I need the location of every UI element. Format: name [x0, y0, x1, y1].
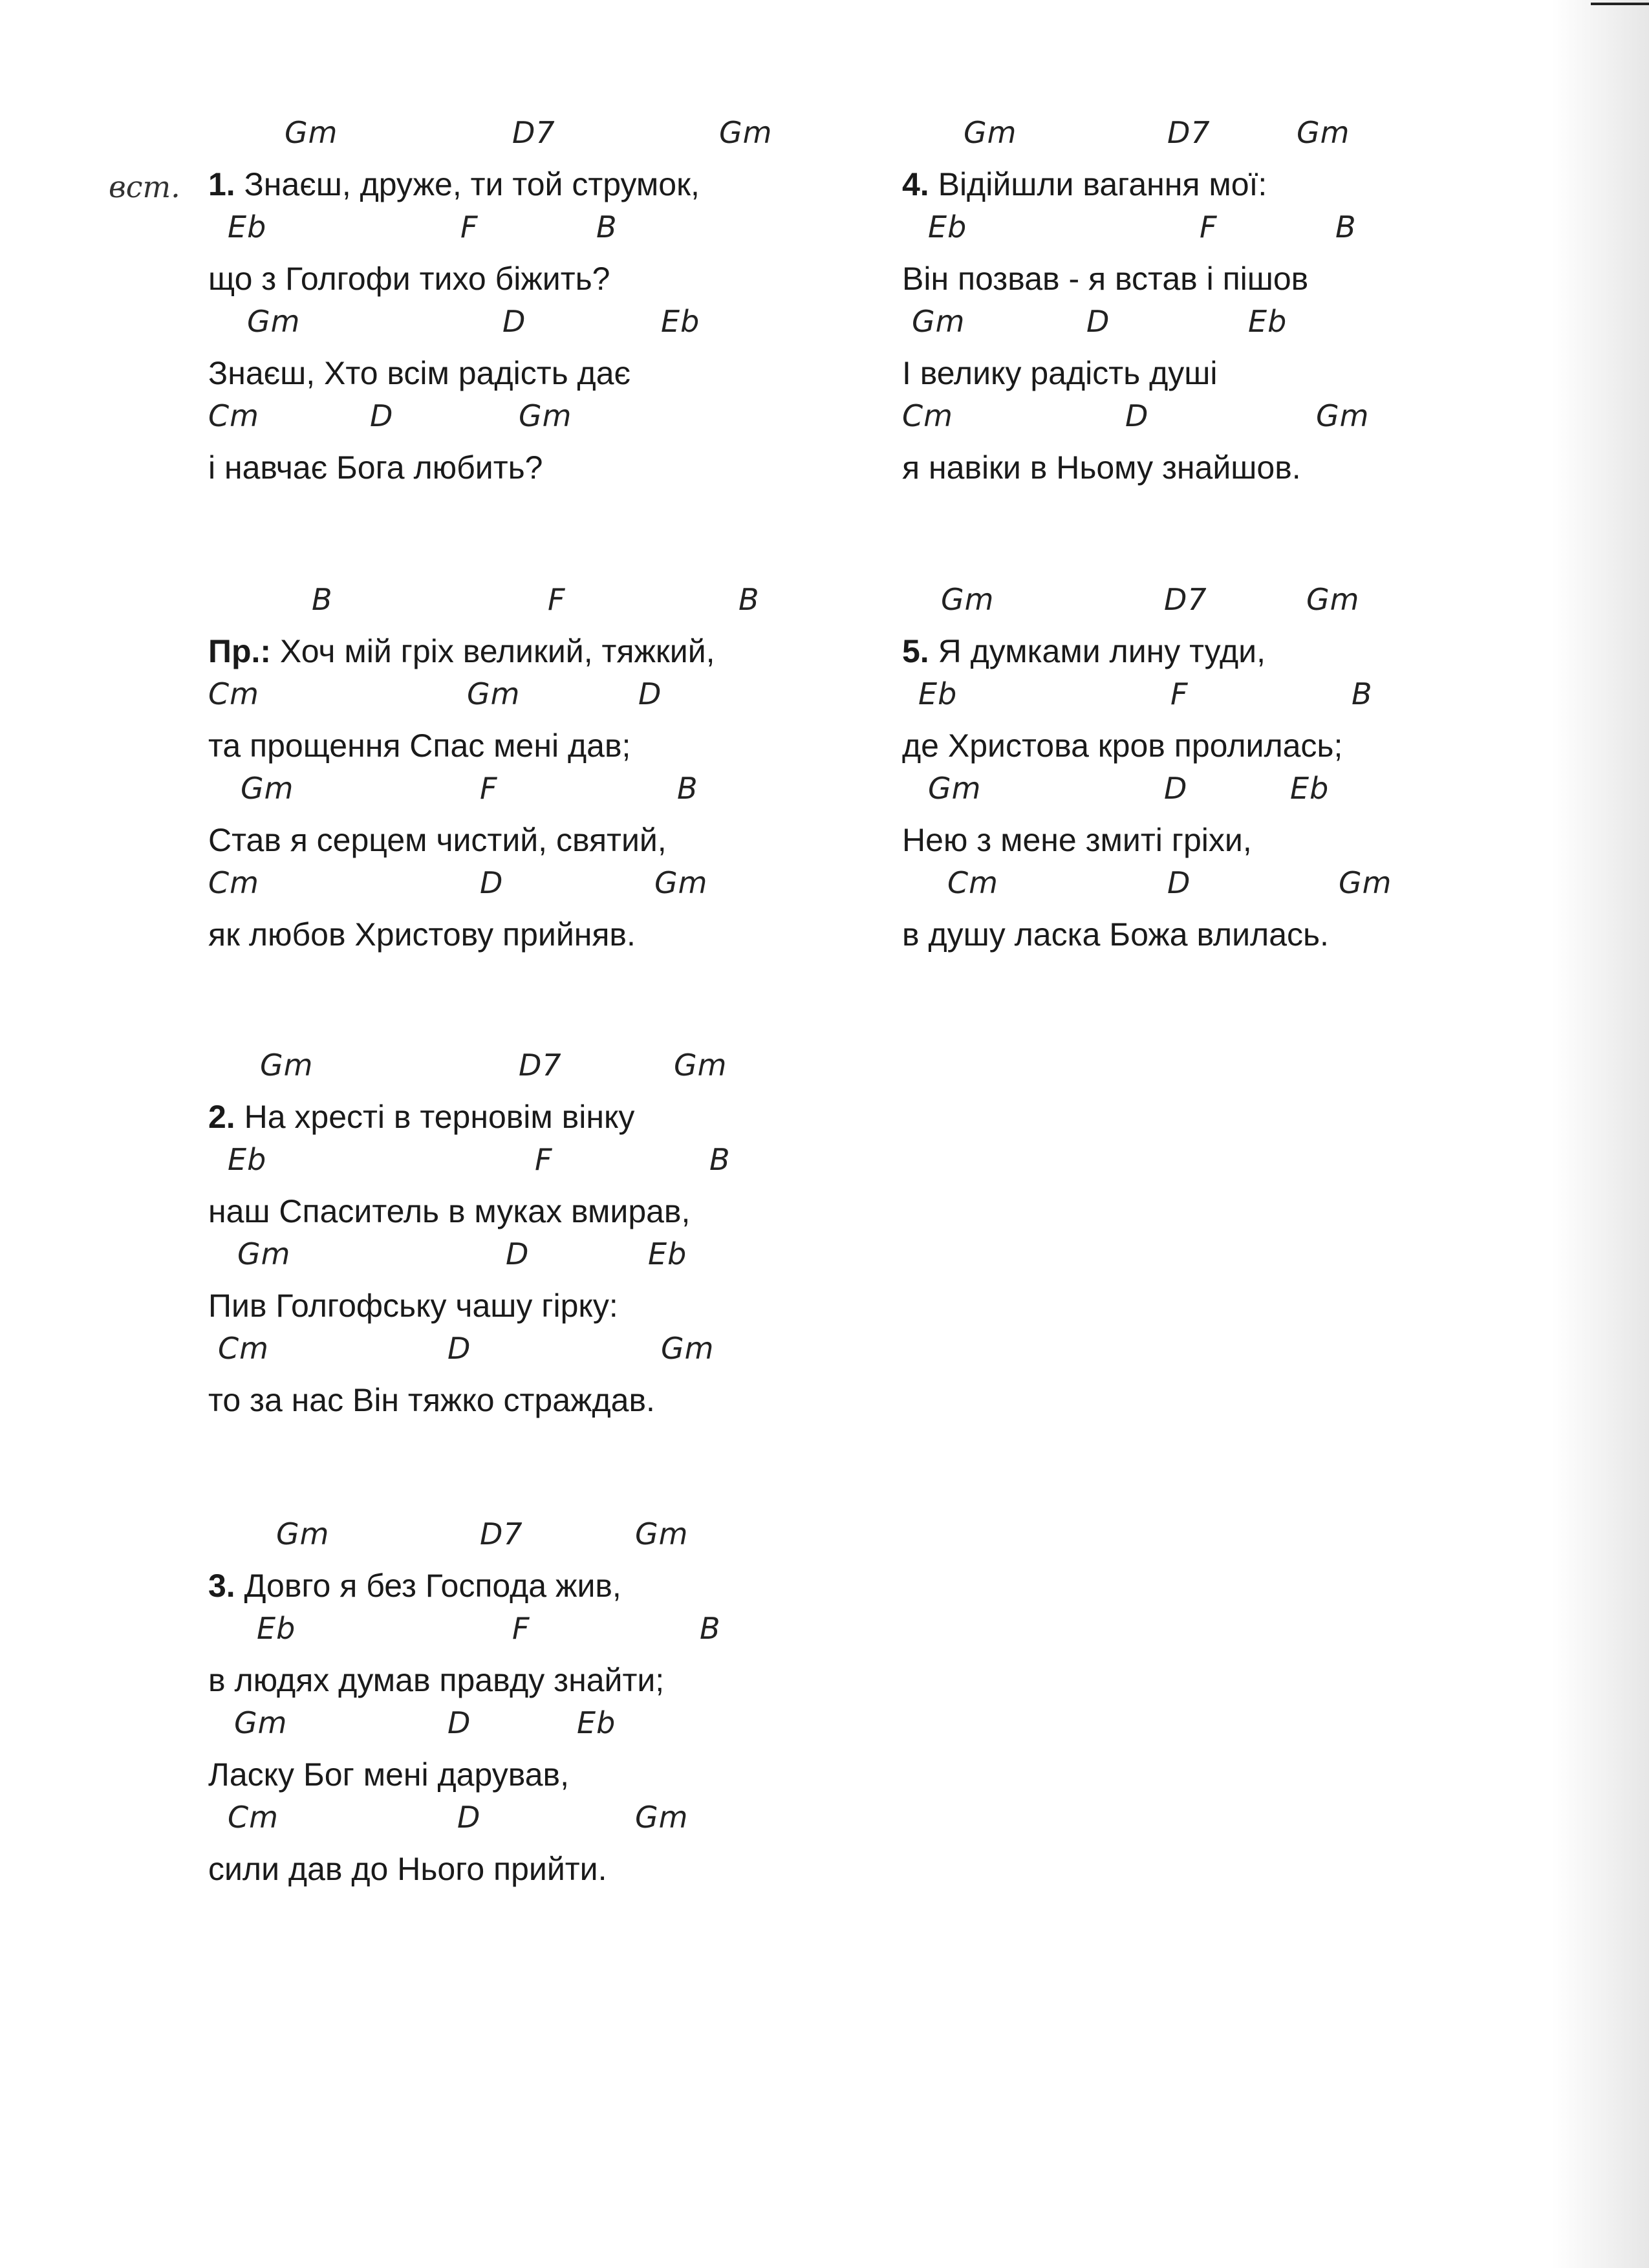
- lyric-text: [208, 166, 700, 203]
- chord-label: Gm: [237, 1237, 291, 1271]
- lyric-line: Довго я без Господа жив,: [244, 1568, 621, 1604]
- chord-label: D: [1164, 771, 1188, 806]
- chord-label: Gm: [1316, 398, 1370, 433]
- chord-row: [208, 1237, 855, 1282]
- chord-row: [902, 676, 1549, 722]
- lyric-text: [902, 916, 1329, 953]
- chord-label: B: [1352, 676, 1373, 711]
- chord-row: [902, 771, 1549, 816]
- chord-label: Gm: [260, 1048, 314, 1083]
- stanza-label: 3.: [208, 1568, 244, 1604]
- lyric-line: в людях думав правду знайти;: [208, 1662, 665, 1698]
- chord-row: [208, 865, 855, 911]
- lyric-line: Знаєш, Хто всім радість дає: [208, 355, 631, 391]
- chord-label: D: [447, 1705, 471, 1740]
- chord-label: Gm: [661, 1331, 715, 1366]
- chord-row: [208, 398, 855, 444]
- lyric-line: Він позвав - я встав і пішов: [902, 261, 1309, 297]
- chord-label: Eb: [257, 1611, 296, 1646]
- chord-label: B: [677, 771, 698, 806]
- lyric-text: [902, 260, 1308, 297]
- chord-row: [208, 1611, 855, 1656]
- chord-label: D: [447, 1331, 471, 1366]
- chord-row: [208, 304, 855, 349]
- lyric-line: то за нас Він тяжко страждав.: [208, 1382, 655, 1418]
- lyric-line: що з Голгофи тихо біжить?: [208, 261, 610, 297]
- lyric-text: [208, 1287, 618, 1324]
- chord-label: D7: [480, 1517, 523, 1551]
- chord-label: Gm: [635, 1517, 689, 1551]
- chord-label: F: [460, 210, 479, 244]
- lyric-text: [902, 727, 1342, 764]
- chord-label: F: [535, 1142, 553, 1177]
- lyric-text: [902, 449, 1301, 486]
- chord-label: D: [1086, 304, 1110, 339]
- chord-label: Gm: [1306, 582, 1360, 617]
- chord-label: Eb: [1248, 304, 1288, 339]
- chord-label: Gm: [241, 771, 294, 806]
- lyric-line: де Христова кров пролилась;: [902, 728, 1343, 764]
- chord-label: B: [1335, 210, 1357, 244]
- chord-row: [208, 115, 855, 160]
- chord-label: Gm: [912, 304, 965, 339]
- chord-label: D7: [512, 115, 555, 150]
- chord-label: Cm: [208, 865, 259, 900]
- chord-row: [208, 676, 855, 722]
- lyric-line: Відійшли вагання мої:: [938, 166, 1267, 202]
- chord-label: Eb: [577, 1705, 616, 1740]
- lyric-text: [902, 632, 1266, 670]
- chord-row: [208, 1331, 855, 1376]
- lyric-text: [208, 354, 630, 392]
- chord-label: Cm: [228, 1800, 279, 1835]
- lyric-line: І велику радість душі: [902, 355, 1218, 391]
- lyric-text: [208, 1850, 607, 1888]
- chord-row: [208, 1517, 855, 1562]
- chord-label: Gm: [467, 676, 521, 711]
- chord-label: F: [512, 1611, 530, 1646]
- chord-label: B: [700, 1611, 721, 1646]
- chord-label: D7: [1167, 115, 1211, 150]
- chord-row: [208, 210, 855, 255]
- chord-label: Eb: [228, 1142, 267, 1177]
- chord-label: D: [1125, 398, 1149, 433]
- lyric-line: Ласку Бог мені дарував,: [208, 1756, 569, 1793]
- chord-row: [208, 582, 855, 627]
- lyric-text: [208, 821, 667, 859]
- chord-row: [208, 1048, 855, 1093]
- chord-label: D7: [1164, 582, 1207, 617]
- chord-label: D: [1167, 865, 1191, 900]
- lyric-text: [208, 1661, 664, 1699]
- chord-label: Gm: [234, 1705, 288, 1740]
- chord-label: F: [480, 771, 498, 806]
- chord-label: D7: [519, 1048, 562, 1083]
- chord-row: [902, 115, 1549, 160]
- chord-row: [902, 865, 1549, 911]
- lyric-text: [902, 821, 1252, 859]
- lyric-line: Став я серцем чистий, святий,: [208, 822, 667, 858]
- chord-label: Eb: [228, 210, 267, 244]
- chord-label: F: [1170, 676, 1189, 711]
- chord-label: Cm: [902, 398, 953, 433]
- lyric-line: та прощення Спас мені дав;: [208, 728, 631, 764]
- lyric-text: [902, 166, 1267, 203]
- lyric-text: [208, 1381, 655, 1419]
- lyric-line: в душу ласка Божа влилась.: [902, 916, 1329, 953]
- lyric-line: сили дав до Нього прийти.: [208, 1851, 607, 1887]
- chord-row: [902, 398, 1549, 444]
- lyric-line: я навіки в Ньому знайшов.: [902, 449, 1301, 486]
- handwritten-margin-note: всm.: [109, 169, 180, 204]
- lyric-text: [208, 727, 630, 764]
- chord-label: Gm: [247, 304, 301, 339]
- chord-label: Eb: [661, 304, 700, 339]
- chord-label: Gm: [654, 865, 708, 900]
- chord-label: Gm: [928, 771, 982, 806]
- chord-label: Cm: [208, 398, 259, 433]
- lyric-line: Пив Голгофську чашу гірку:: [208, 1288, 618, 1324]
- chord-label: D: [457, 1800, 481, 1835]
- chord-label: Gm: [941, 582, 995, 617]
- stanza-label: 2.: [208, 1099, 244, 1135]
- lyric-text: [208, 260, 610, 297]
- chord-label: D: [638, 676, 662, 711]
- chord-label: B: [312, 582, 333, 617]
- chord-label: Gm: [1339, 865, 1392, 900]
- chord-label: Eb: [648, 1237, 687, 1271]
- lyric-line: Нею з мене змиті гріхи,: [902, 822, 1252, 858]
- chord-label: Cm: [218, 1331, 269, 1366]
- scan-shadow: [1552, 0, 1649, 2268]
- chord-row: [902, 582, 1549, 627]
- lyric-text: [208, 1567, 621, 1604]
- scan-corner-mark: [1591, 3, 1649, 5]
- chord-label: Gm: [719, 115, 773, 150]
- chord-row: [902, 210, 1549, 255]
- stanza-label: 4.: [902, 166, 938, 202]
- chord-label: Gm: [1297, 115, 1350, 150]
- chord-label: Gm: [276, 1517, 330, 1551]
- chord-label: B: [709, 1142, 731, 1177]
- chord-row: [208, 1800, 855, 1845]
- chord-row: [208, 1705, 855, 1751]
- chord-row: [208, 1142, 855, 1187]
- chord-label: Gm: [964, 115, 1017, 150]
- stanza-label: Пр.:: [208, 633, 280, 669]
- chord-label: Gm: [674, 1048, 727, 1083]
- chord-label: Cm: [947, 865, 998, 900]
- lyric-text: [208, 632, 715, 670]
- chord-label: Gm: [635, 1800, 689, 1835]
- chord-label: D: [480, 865, 504, 900]
- chord-label: Gm: [519, 398, 572, 433]
- lyric-line: Хоч мій гріх великий, тяжкий,: [279, 633, 715, 669]
- chord-label: D: [506, 1237, 530, 1271]
- stanza-label: 1.: [208, 166, 244, 202]
- lyric-text: [208, 1098, 634, 1136]
- chord-label: Eb: [918, 676, 958, 711]
- chord-label: Gm: [285, 115, 338, 150]
- chord-label: D: [502, 304, 526, 339]
- chord-label: Eb: [928, 210, 967, 244]
- lyric-line: Я думками лину туди,: [938, 633, 1266, 669]
- chord-label: F: [1200, 210, 1218, 244]
- chord-label: B: [596, 210, 618, 244]
- stanza-label: 5.: [902, 633, 938, 669]
- lyric-line: На хресті в терновім вінку: [244, 1099, 635, 1135]
- chord-row: [208, 771, 855, 816]
- lyric-text: [208, 1193, 690, 1230]
- chord-label: B: [738, 582, 760, 617]
- lyric-line: і навчає Бога любить?: [208, 449, 543, 486]
- lyric-text: [208, 916, 636, 953]
- lyric-line: Знаєш, друже, ти той струмок,: [244, 166, 700, 202]
- lyric-text: [208, 449, 543, 486]
- chord-label: Eb: [1290, 771, 1330, 806]
- chord-label: Cm: [208, 676, 259, 711]
- lyric-line: як любов Христову прийняв.: [208, 916, 636, 953]
- chord-row: [902, 304, 1549, 349]
- lyric-text: [208, 1756, 569, 1793]
- lyric-text: [902, 354, 1218, 392]
- chord-label: F: [548, 582, 566, 617]
- chord-label: D: [370, 398, 394, 433]
- lyric-line: наш Спаситель в муках вмирав,: [208, 1193, 691, 1229]
